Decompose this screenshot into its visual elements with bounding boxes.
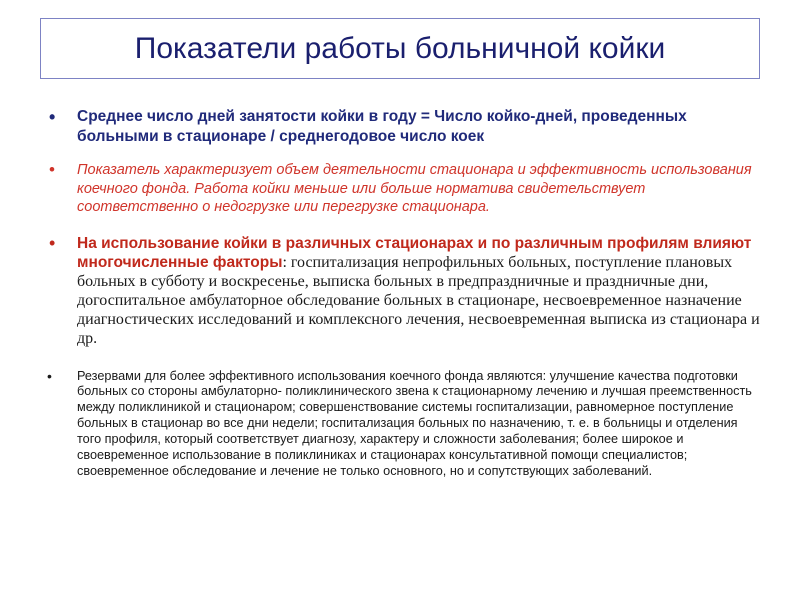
bullet-indicator-note-text: Показатель характеризует объем деятельности стационара и эффективность использования коечного фонда. Работа койки меньше или больше норматива свидетельствует соответственно о недогрузке или перегрузке стационара. (77, 162, 752, 215)
bullet-reserves (44, 369, 760, 480)
bullet-factors-text: : госпитализация непрофильных больных, поступление плановых больных в субботу и воскресенье, выписка больных в предпраздничные и праздничные дни, догоспитальное амбулаторное обследование больных в стационаре, несвоевременное назначение диагностических исследований и комплексного лечения, несвоевременная выписка из стационара и др. (77, 253, 760, 347)
bullet-marker: • (49, 107, 56, 127)
slide-title: Показатели работы больничной койки (134, 31, 666, 65)
slide-title-box (40, 18, 760, 79)
bullet-marker: • (49, 160, 55, 179)
bullet-factors (44, 234, 760, 348)
bullet-formula-text: Среднее число дней занятости койки в году = Число койко-дней, проведенных больными в стационаре / среднегодовое число коек (77, 108, 687, 145)
bullet-marker: • (49, 232, 56, 253)
bullet-marker: • (47, 367, 52, 384)
bullet-factors-lead: На использование койки в различных стационарах и по различным профилям влияют многочисленные факторы (77, 234, 752, 271)
bullet-indicator-note (44, 161, 760, 217)
bullet-formula (44, 107, 760, 147)
bullet-list (44, 107, 760, 480)
bullet-reserves-text: Резервами для более эффективного использования коечного фонда являются: улучшение качества подготовки больных со стороны амбулаторно- поликлинического звена к стационарному лечению и лучшая преемственность между поликлиникой и стационаром; совершенствование системы госпитализации, равномерное поступление больных в стационар во все дни недели; госпитализация больных по назначению, т. е. в больницы и отделения того профиля, который соответствует диагнозу, характеру и сложности заболевания; более широкое и своевременное использование в поликлиниках и стационарах консультативной помощи специалистов; своевременное обследование и лечение не только основного, но и сопутствующих заболеваний. (77, 368, 752, 478)
